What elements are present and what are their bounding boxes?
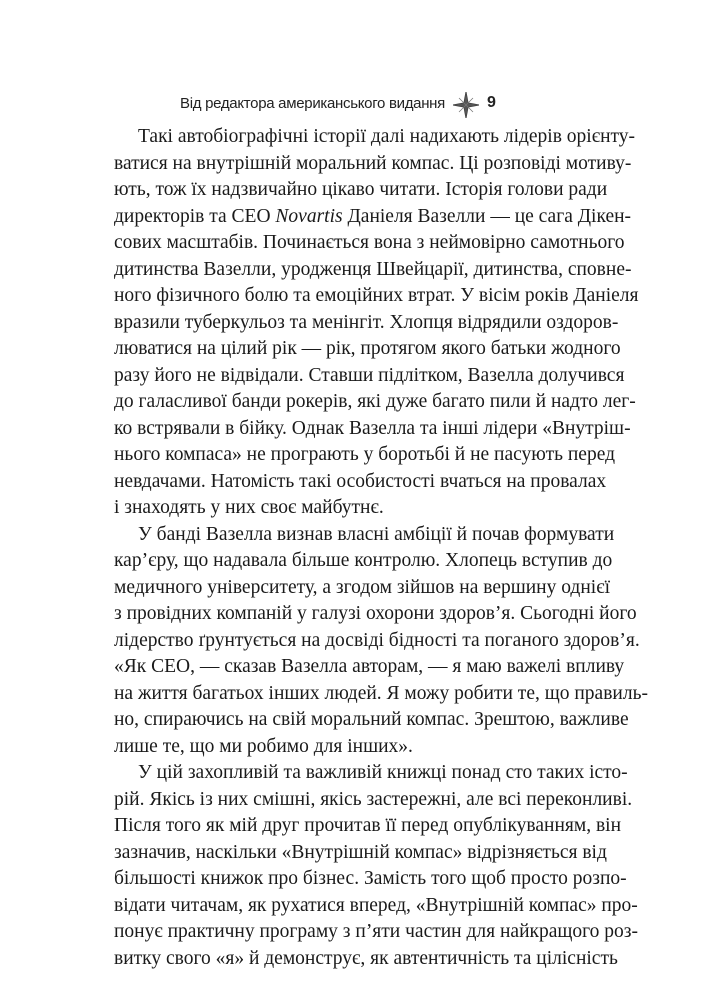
text-line: невдачами. Натомість такі особистості вчаться на провалах — [114, 470, 607, 492]
text-line: У цій захопливій та важливій книжці понад сто таких істо- — [138, 762, 628, 783]
text-line: з провідних компаній у галузі охорони здоров’я. Сьогодні його — [114, 603, 637, 624]
running-head — [0, 92, 715, 118]
text-line: но, спираючись на свій моральний компас. Зрештою, важливе — [114, 709, 629, 730]
text-line: кар’єру, що надавала більше контролю. Хлопець вступив до — [114, 550, 613, 571]
text-line: ють, тож їх надзвичайно цікаво читати. Історія голови ради — [114, 179, 608, 200]
text-line: разу його не відвідали. Ставши підлітком, Вазелла долучився — [114, 364, 625, 386]
text-line: витку свого «я» й демонструє, як автентичність та цілісність — [114, 947, 618, 969]
text-line: У банді Вазелла визнав власні амбіції й почав формувати — [138, 523, 615, 545]
text-line: відати читачам, як рухатися вперед, «Внутрішній компас» про- — [114, 894, 638, 916]
text-line: до галасливої банди рокерів, які дуже багато пили й надто лег- — [114, 391, 636, 412]
text-line: люватися на цілий рік — рік, протягом якого батьки жодного — [114, 338, 621, 359]
text-line: зазначив, наскільки «Внутрішній компас» відрізняється від — [114, 841, 607, 863]
text-line: більшості книжок про бізнес. Замість того щоб просто розпо- — [114, 868, 627, 889]
text-line: дитинства Вазелли, уродженця Швейцарії, дитинства, сповне- — [114, 258, 632, 280]
compass-star-icon — [453, 92, 479, 118]
text-line: ного фізичного болю та емоційних втрат. У вісім років Даніеля — [114, 285, 639, 306]
text-line: ко встрявали в бійку. Однак Вазелла та інші лідери «Внутріш- — [114, 417, 631, 439]
text-line: на життя багатьох інших людей. Я можу робити те, що правиль- — [114, 682, 648, 704]
text-line: і знаходять у них своє майбутнє. — [114, 497, 384, 518]
text-line: понує практичну програму з п’яти частин для найкращого роз- — [114, 921, 638, 942]
text-line: ватися на внутрішній моральний компас. Ці розповіді мотиву- — [114, 152, 632, 174]
paragraph — [114, 522, 648, 761]
body-text — [114, 124, 648, 972]
text-line: Після того як мій друг прочитав її перед опублікуванням, він — [114, 815, 622, 836]
paragraph — [114, 760, 638, 972]
text-line: «Як CEO, — сказав Вазелла авторам, — я маю важелі впливу — [114, 656, 625, 677]
italic-text: Novartis — [275, 205, 343, 227]
running-head-title: Від редактора американського видання — [180, 95, 445, 112]
text-line: лише те, що ми робимо для інших». — [114, 735, 413, 757]
text-line: Такі автобіографічні історії далі надихають лідерів орієнту- — [138, 126, 636, 147]
text-line: нього компаса» не програють у боротьбі й не пасують перед — [114, 444, 616, 465]
text-line: рій. Якісь із них смішні, якісь застережні, але всі переконливі. — [114, 788, 633, 810]
text-segment: директорів та CEO — [114, 205, 276, 227]
text-segment: Даніеля Вазелли — це сага Дікен- — [342, 205, 632, 227]
text-line: вразили туберкульоз та менінгіт. Хлопця відрядили оздоров- — [114, 311, 619, 333]
text-line: медичного університету, а згодом зійшов на вершину однієї — [114, 576, 610, 598]
text-line — [114, 204, 632, 231]
page-number: 9 — [487, 94, 496, 111]
text-line: сових масштабів. Починається вона з неймовірно самотнього — [114, 232, 625, 253]
text-line: лідерство ґрунтується на досвіді бідності та поганого здоров’я. — [114, 629, 640, 651]
paragraph — [114, 124, 639, 522]
